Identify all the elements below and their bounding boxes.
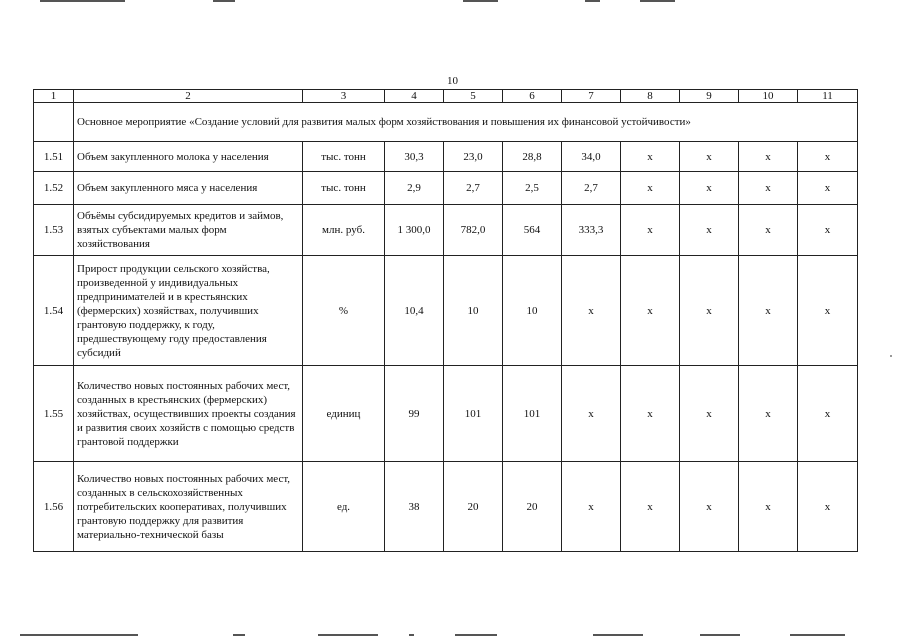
column-number: 3 [303, 90, 385, 103]
value-cell: х [562, 256, 621, 366]
value-cell: х [621, 462, 680, 552]
value-cell: 101 [503, 366, 562, 462]
unit-cell: единиц [303, 366, 385, 462]
value-cell: х [739, 256, 798, 366]
value-cell: х [798, 462, 858, 552]
column-number: 2 [74, 90, 303, 103]
column-number: 10 [739, 90, 798, 103]
column-number: 1 [34, 90, 74, 103]
value-cell: х [680, 256, 739, 366]
value-cell: х [739, 366, 798, 462]
value-cell: 564 [503, 205, 562, 256]
value-cell: 2,7 [444, 172, 503, 205]
value-cell: 20 [444, 462, 503, 552]
value-cell: х [739, 142, 798, 172]
row-number: 1.51 [34, 142, 74, 172]
indicators-table [33, 89, 858, 552]
value-cell: х [798, 142, 858, 172]
scan-speck [890, 355, 892, 357]
value-cell: 10 [444, 256, 503, 366]
value-cell: х [621, 366, 680, 462]
value-cell: 2,5 [503, 172, 562, 205]
value-cell: 2,9 [385, 172, 444, 205]
value-cell: 34,0 [562, 142, 621, 172]
section-title: Основное мероприятие «Создание условий для развития малых форм хозяйствования и повышения их финансовой устойчивости» [74, 103, 858, 142]
column-number: 7 [562, 90, 621, 103]
column-number-row [34, 90, 858, 103]
table-row [34, 142, 858, 172]
value-cell: 38 [385, 462, 444, 552]
value-cell: 99 [385, 366, 444, 462]
value-cell: х [798, 172, 858, 205]
section-row [34, 103, 858, 142]
unit-cell: % [303, 256, 385, 366]
row-number: 1.54 [34, 256, 74, 366]
value-cell: 1 300,0 [385, 205, 444, 256]
column-number: 4 [385, 90, 444, 103]
value-cell: х [798, 366, 858, 462]
value-cell: х [621, 142, 680, 172]
unit-cell: тыс. тонн [303, 172, 385, 205]
value-cell: х [680, 462, 739, 552]
scan-edge-bottom [0, 634, 905, 640]
row-number: 1.53 [34, 205, 74, 256]
value-cell: 10 [503, 256, 562, 366]
table-row [34, 256, 858, 366]
row-number: 1.52 [34, 172, 74, 205]
value-cell: х [621, 256, 680, 366]
row-number: 1.55 [34, 366, 74, 462]
indicator-name: Прирост продукции сельского хозяйства, произведенной у индивидуальных предпринимателей и в крестьянских (фермерских) хозяйствах, получивших грантовую поддержку, к году, предшествующему году предоставления субсидий [74, 256, 303, 366]
table-row [34, 462, 858, 552]
unit-cell: ед. [303, 462, 385, 552]
table-row [34, 366, 858, 462]
value-cell: х [680, 366, 739, 462]
value-cell: х [680, 172, 739, 205]
value-cell: х [680, 142, 739, 172]
value-cell: х [798, 205, 858, 256]
value-cell: 101 [444, 366, 503, 462]
column-number: 6 [503, 90, 562, 103]
indicator-name: Количество новых постоянных рабочих мест, созданных в сельскохозяйственных потребительских кооперативах, получивших грантовую поддержку для развития материально-технической базы [74, 462, 303, 552]
column-number: 5 [444, 90, 503, 103]
table-row [34, 205, 858, 256]
value-cell: 20 [503, 462, 562, 552]
value-cell: х [621, 172, 680, 205]
value-cell: х [739, 205, 798, 256]
column-number: 11 [798, 90, 858, 103]
value-cell: х [562, 462, 621, 552]
row-number: 1.56 [34, 462, 74, 552]
value-cell: 2,7 [562, 172, 621, 205]
column-number: 9 [680, 90, 739, 103]
value-cell: х [562, 366, 621, 462]
indicator-name: Объёмы субсидируемых кредитов и займов, взятых субъектами малых форм хозяйствования [74, 205, 303, 256]
section-number-cell [34, 103, 74, 142]
value-cell: 23,0 [444, 142, 503, 172]
unit-cell: млн. руб. [303, 205, 385, 256]
indicator-name: Количество новых постоянных рабочих мест, созданных в крестьянских (фермерских) хозяйствах, осуществивших проекты создания и развития своих хозяйств с помощью средств грантовой поддержки [74, 366, 303, 462]
unit-cell: тыс. тонн [303, 142, 385, 172]
value-cell: х [621, 205, 680, 256]
value-cell: 28,8 [503, 142, 562, 172]
value-cell: 333,3 [562, 205, 621, 256]
value-cell: х [680, 205, 739, 256]
table-row [34, 172, 858, 205]
value-cell: 30,3 [385, 142, 444, 172]
column-number: 8 [621, 90, 680, 103]
scan-edge-top [0, 0, 905, 6]
page-number: 10 [447, 75, 458, 87]
value-cell: х [739, 172, 798, 205]
value-cell: х [739, 462, 798, 552]
value-cell: 782,0 [444, 205, 503, 256]
indicator-name: Объем закупленного мяса у населения [74, 172, 303, 205]
indicator-name: Объем закупленного молока у населения [74, 142, 303, 172]
value-cell: х [798, 256, 858, 366]
value-cell: 10,4 [385, 256, 444, 366]
